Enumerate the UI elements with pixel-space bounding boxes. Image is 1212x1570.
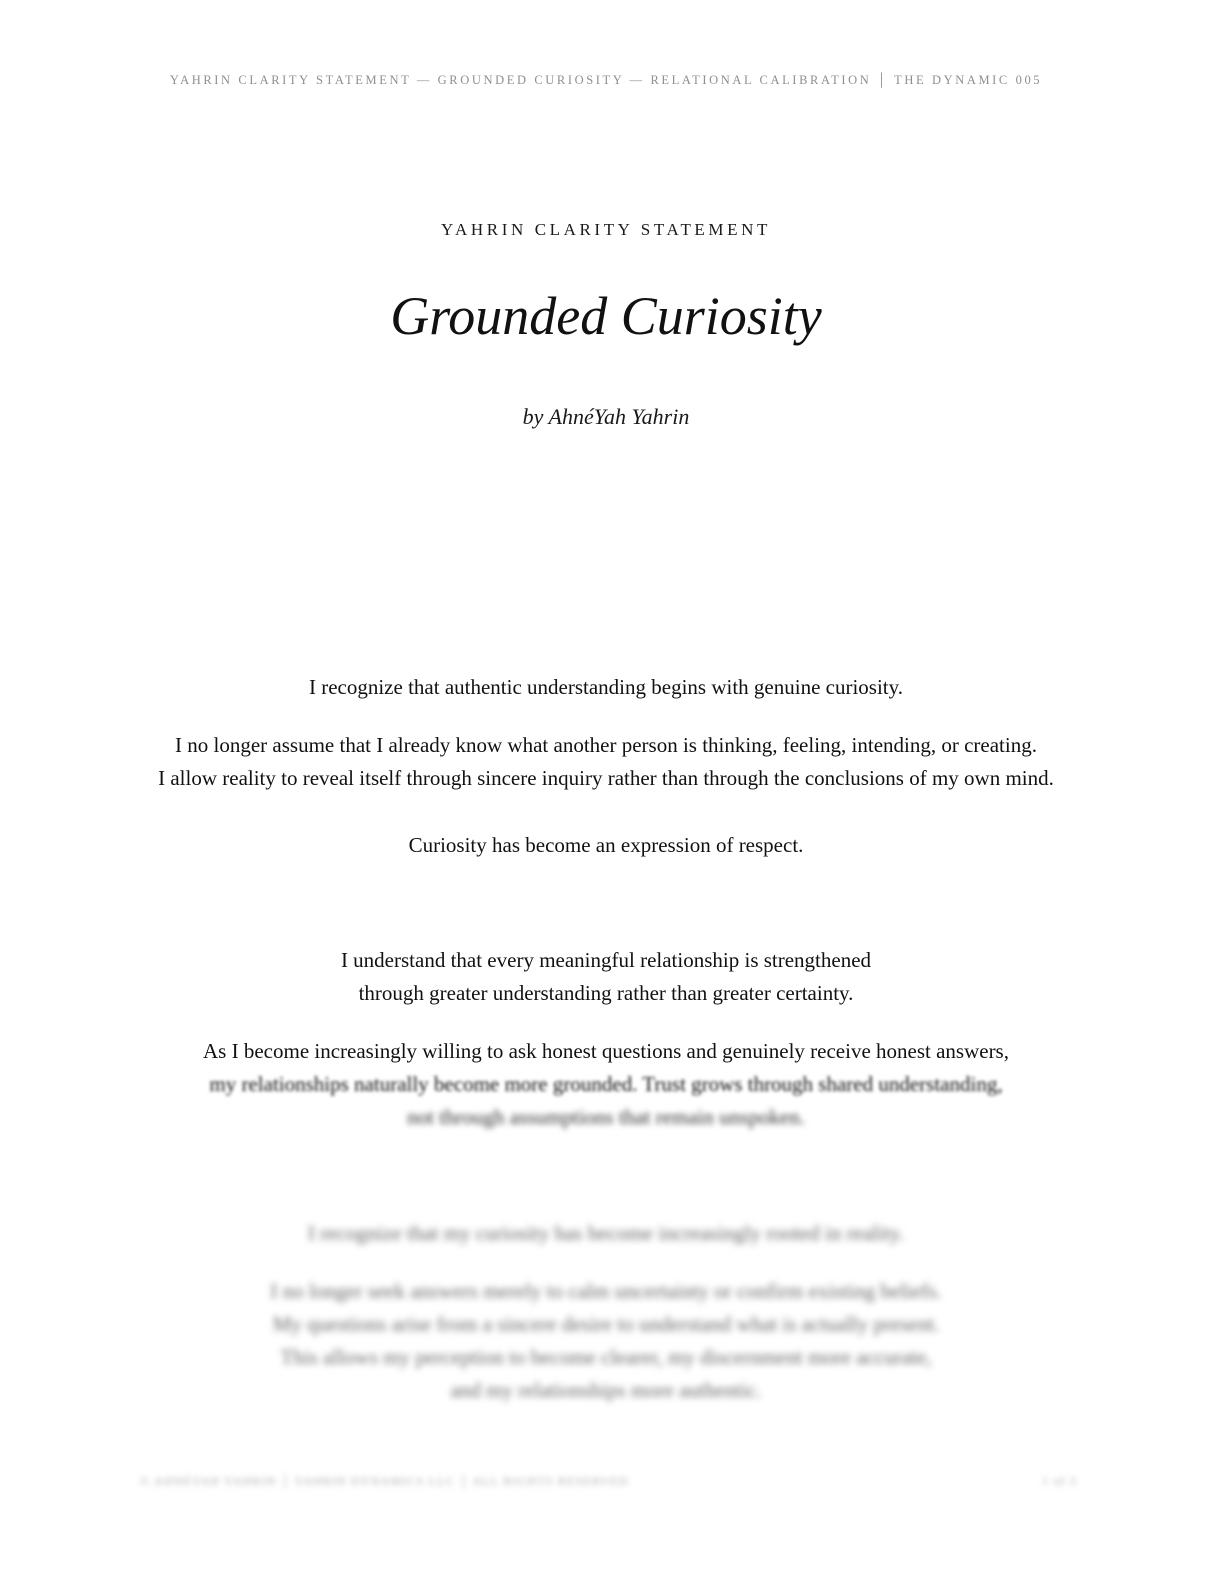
text-line: my relationships naturally become more grounded. Trust grows through shared understanding, [209,1072,1003,1096]
text-line: and my relationships more authentic. [450,1378,762,1402]
text-line: As I become increasingly willing to ask honest questions and genuinely receive honest answers, [203,1039,1009,1063]
running-header: YAHRIN CLARITY STATEMENT — GROUNDED CURIOSITY — RELATIONAL CALIBRATION │ THE DYNAMIC 005 [169,73,1043,87]
text-line: not through assumptions that remain unspoken. [407,1105,805,1129]
paragraph-6 [0,1217,1212,1250]
byline: by AhnéYah Yahrin [522,404,690,429]
text-line: This allows my perception to become clearer, my discernment more accurate, [280,1345,932,1369]
paragraph-1 [0,671,1212,704]
text-line: I recognize that authentic understanding begins with genuine curiosity. [308,675,904,699]
text-line: through greater understanding rather than greater certainty. [358,981,854,1005]
text-line: I no longer assume that I already know what another person is thinking, feeling, intending, or creating. [175,733,1037,757]
paragraph-4 [0,944,1212,1010]
text-line: I recognize that my curiosity has become increasingly rooted in reality. [307,1221,905,1245]
footer-copyright: © AHNÉYAH YAHRIN │ YAHRIN DYNAMICS LLC │ ALL RIGHTS RESERVED [140,1474,629,1488]
document-eyebrow: YAHRIN CLARITY STATEMENT [441,220,771,239]
paragraph-7 [0,1275,1212,1407]
text-line: I no longer seek answers merely to calm uncertainty or confirm existing beliefs. [270,1279,942,1303]
document-title: Grounded Curiosity [390,286,822,346]
text-line: My questions arise from a sincere desire to understand what is actually present. [272,1312,940,1336]
paragraph-2 [0,729,1212,795]
page-number: 1 of 3 [1041,1474,1077,1488]
paragraph-5 [0,1035,1212,1134]
text-line: I understand that every meaningful relationship is strengthened [340,948,872,972]
text-line: Curiosity has become an expression of respect. [408,833,804,857]
text-line: I allow reality to reveal itself through sincere inquiry rather than through the conclusions of my own mind. [158,766,1054,790]
paragraph-3 [0,829,1212,862]
